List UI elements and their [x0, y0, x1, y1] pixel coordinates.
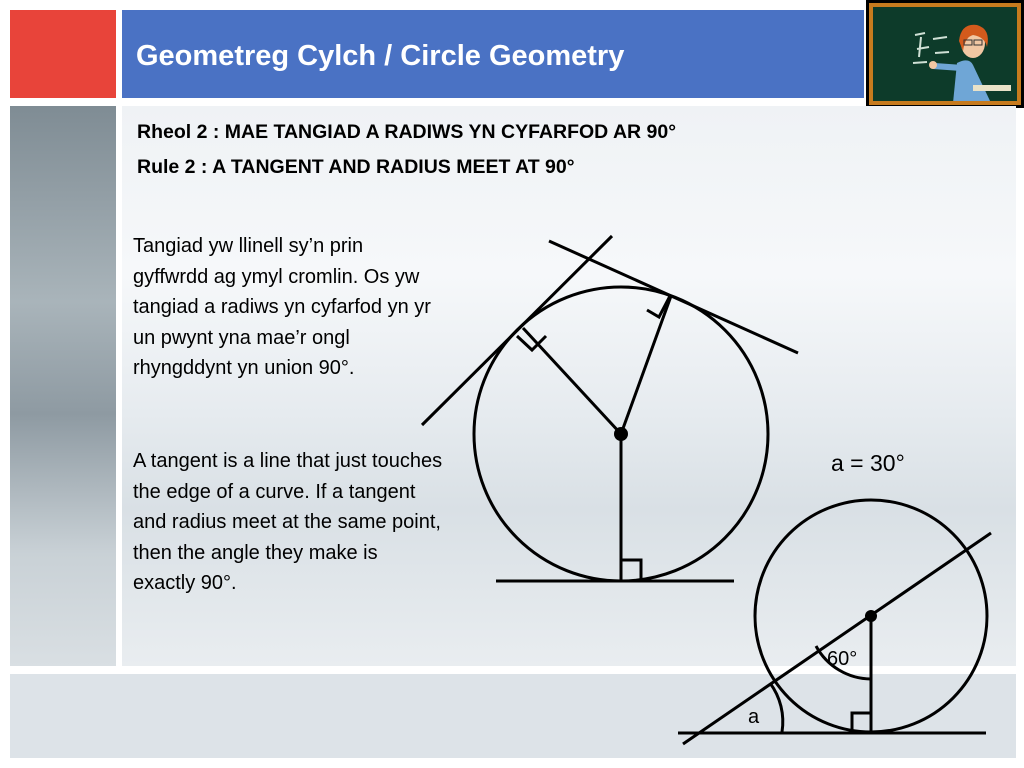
- tangent-right: [549, 241, 798, 353]
- tangent-left: [422, 236, 612, 425]
- right-angle-marker-2: [852, 713, 871, 732]
- radius-right: [621, 296, 671, 434]
- angle-a-label: a: [748, 706, 760, 728]
- angle-60-label: 60°: [827, 648, 858, 670]
- right-angle-marker-bottom: [621, 560, 641, 580]
- answer-label: a = 30°: [831, 450, 905, 476]
- slide-title: Geometreg Cylch / Circle Geometry: [136, 40, 625, 72]
- centre-point-2: [865, 610, 877, 622]
- secant-line: [683, 533, 991, 744]
- english-paragraph: A tangent is a line that just touches the edge of a curve. If a tangent and radius meet at the same point, then the angle they make is exactly 90°.: [133, 450, 443, 594]
- welsh-paragraph: Tangiad yw llinell sy’n prin gyffwrdd ag ymyl cromlin. Os yw tangiad a radiws yn cyfarfod yn yr un pwynt yna mae’r ongl rhyngddynt yn union 90°.: [133, 235, 431, 379]
- centre-point-1: [614, 427, 628, 441]
- rule-heading-english: Rule 2 : A TANGENT AND RADIUS MEET AT 90°: [137, 156, 575, 178]
- rule-heading-welsh: Rheol 2 : MAE TANGIAD A RADIWS YN CYFARFOD AR 90°: [137, 121, 677, 143]
- diagram-1: [422, 236, 798, 581]
